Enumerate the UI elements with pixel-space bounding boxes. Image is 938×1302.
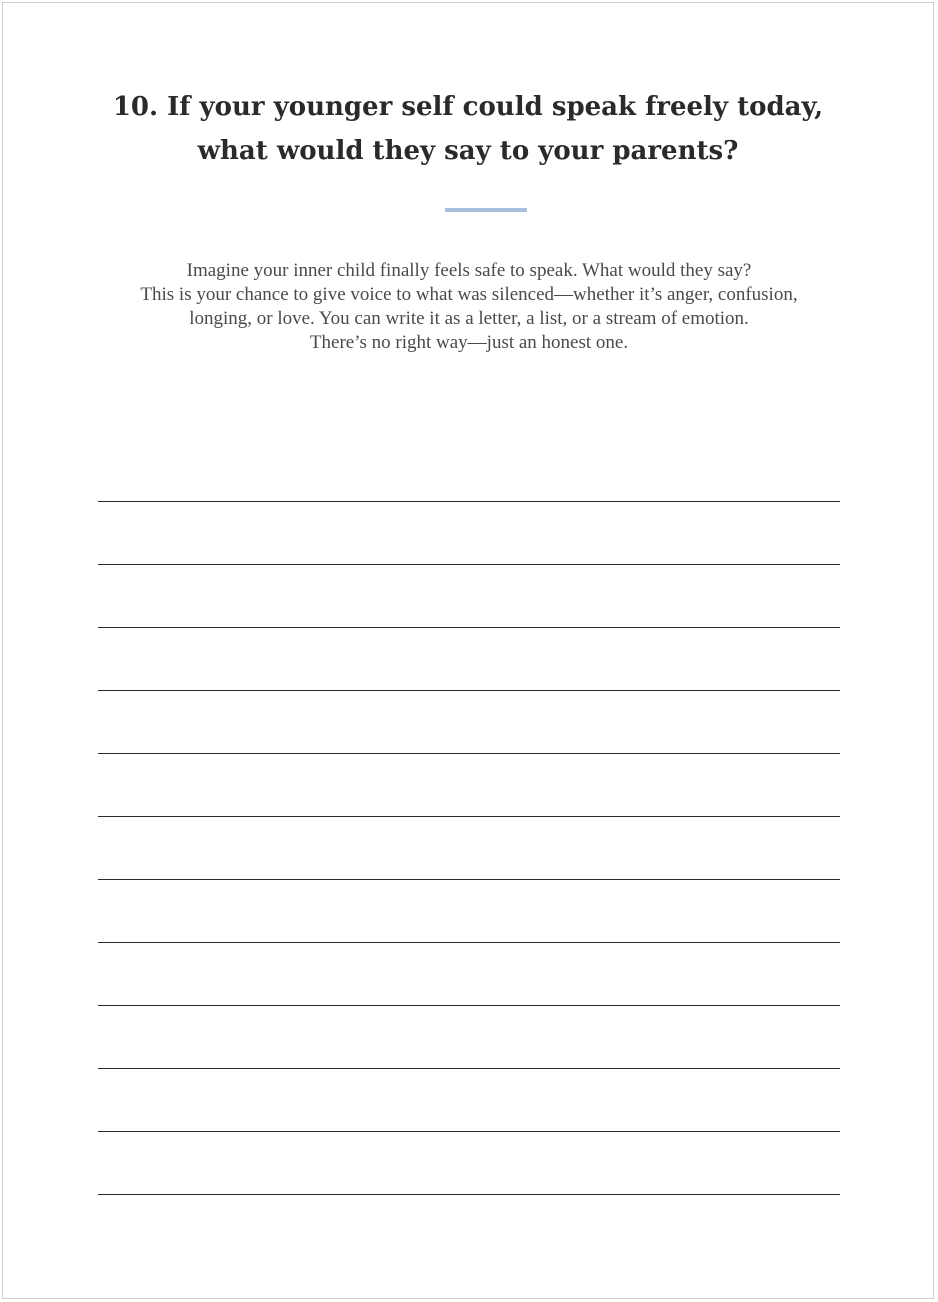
title-line-2: what would they say to your parents? [197, 136, 739, 166]
intro-line-3: longing, or love. You can write it as a letter, a list, or a stream of emotion. [189, 308, 749, 329]
writing-line[interactable] [98, 753, 840, 816]
writing-line[interactable] [98, 1068, 840, 1131]
writing-line[interactable] [98, 1005, 840, 1068]
writing-line[interactable] [98, 879, 840, 942]
title-line-1: 10. If your younger self could speak freely today, [112, 92, 824, 122]
writing-line[interactable] [98, 627, 840, 690]
journal-page [2, 2, 934, 1299]
writing-line[interactable] [98, 1194, 840, 1195]
writing-line[interactable] [98, 1131, 840, 1194]
intro-line-1: Imagine your inner child finally feels safe to speak. What would they say? [186, 260, 752, 281]
writing-line[interactable] [98, 690, 840, 753]
title-divider [445, 208, 527, 212]
intro-line-2: This is your chance to give voice to what was silenced—whether it’s anger, confusion, [140, 284, 798, 305]
intro-line-4: There’s no right way—just an honest one. [309, 332, 629, 353]
writing-line[interactable] [98, 942, 840, 1005]
prompt-intro [43, 259, 895, 355]
page-title [3, 85, 933, 173]
writing-line[interactable] [98, 816, 840, 879]
writing-line[interactable] [98, 564, 840, 627]
writing-line[interactable] [98, 501, 840, 564]
writing-lines[interactable] [98, 501, 840, 1195]
